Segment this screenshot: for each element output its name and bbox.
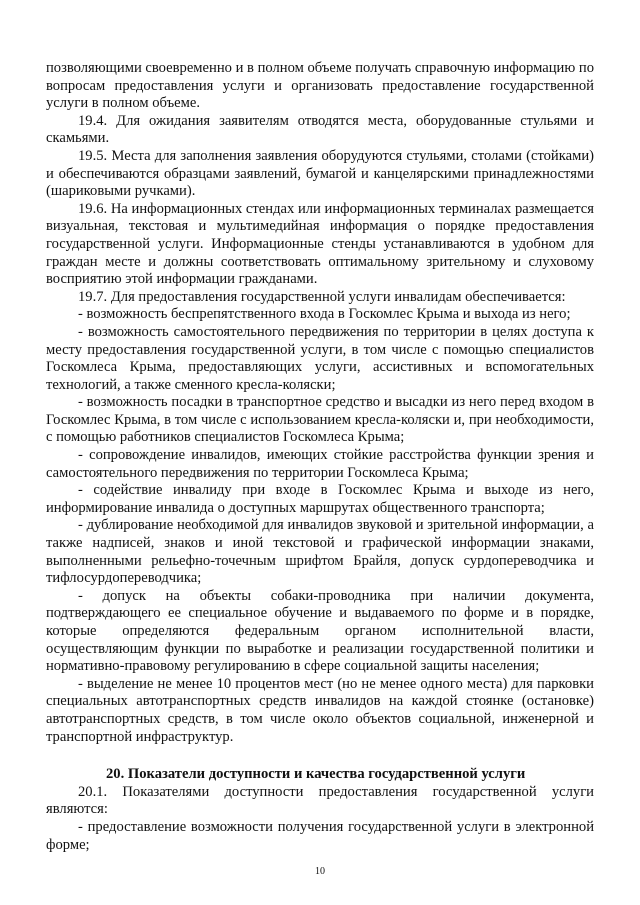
- paragraph: позволяющими своевременно и в полном объеме получать справочную информацию по вопросам предоставления услуги и организовать предоставление государственной услуги в полном объеме.: [46, 60, 594, 112]
- paragraph: - возможность беспрепятственного входа в Госкомлес Крыма и выхода из него;: [78, 306, 571, 323]
- paragraph: 20.1. Показателями доступности предоставления государственной услуги являются:: [46, 783, 594, 818]
- section-heading: 20. Показатели доступности и качества государственной услуги: [106, 766, 526, 783]
- paragraph: 19.5. Места для заполнения заявления оборудуются стульями, столами (стойками) и обеспечиваются образцами заявлений, бумагой и канцелярскими принадлежностями (шариковыми ручками).: [46, 147, 594, 200]
- paragraph: - сопровождение инвалидов, имеющих стойкие расстройства функции зрения и самостоятельного передвижения по территории Госкомлеса Крыма;: [46, 447, 594, 481]
- paragraph: - допуск на объекты собаки-проводника при наличии документа, подтверждающего ее специальное обучение и выдаваемого по форме и в порядке, которые определяются федеральным органом исполнительной власти, осуществляющим функции по выработке и реализации государственной политики и нормативно-правовому регулированию в сфере социальной защиты населения;: [46, 587, 594, 675]
- document-page: [46, 60, 594, 854]
- paragraph: - возможность посадки в транспортное средство и высадки из него перед входом в Госкомлес Крыма, в том числе с использованием кресла-коляски и, при необходимости, с помощью работников специалистов Госкомлеса Крыма;: [46, 394, 594, 446]
- paragraph: 19.4. Для ожидания заявителям отводятся места, оборудованные стульями и скамьями.: [46, 112, 594, 147]
- paragraph: 19.7. Для предоставления государственной услуги инвалидам обеспечивается:: [78, 288, 566, 305]
- document-body-before-heading: [46, 60, 594, 746]
- paragraph: - дублирование необходимой для инвалидов звуковой и зрительной информации, а также надписей, знаков и иной текстовой и графической информации знаками, выполненными рельефно-точечным шрифтом Брайля, допуск сурдопереводчика и тифлосурдопереводчика;: [46, 517, 594, 587]
- page-number: 10: [315, 866, 325, 877]
- document-body-after-heading: [46, 784, 594, 854]
- paragraph: - возможность самостоятельного передвижения по территории в целях доступа к месту предоставления государственной услуги, в том числе с помощью специалистов Госкомлеса Крыма, предоставляющих услуги, ассистивных и вспомогательных технологий, а также сменного кресла-коляски;: [46, 323, 594, 393]
- paragraph: - содействие инвалиду при входе в Госкомлес Крыма и выходе из него, информирование инвалида о доступных маршрутах общественного транспорта;: [46, 482, 594, 516]
- paragraph: - выделение не менее 10 процентов мест (но не менее одного места) для парковки специальных автотранспортных средств инвалидов на каждой стоянке (остановке) автотранспортных средств, в том числе около объектов социальной, инженерной и транспортной инфраструктур.: [46, 675, 594, 745]
- paragraph: - предоставление возможности получения государственной услуги в электронной форме;: [46, 818, 594, 853]
- paragraph: 19.6. На информационных стендах или информационных терминалах размещается визуальная, текстовая и мультимедийная информация о порядке предоставления государственной услуги. Информационные стенды устанавливаются в удобном для граждан месте и должны соответствовать оптимальному зрительному и слуховому восприятию этой информации гражданами.: [46, 200, 594, 288]
